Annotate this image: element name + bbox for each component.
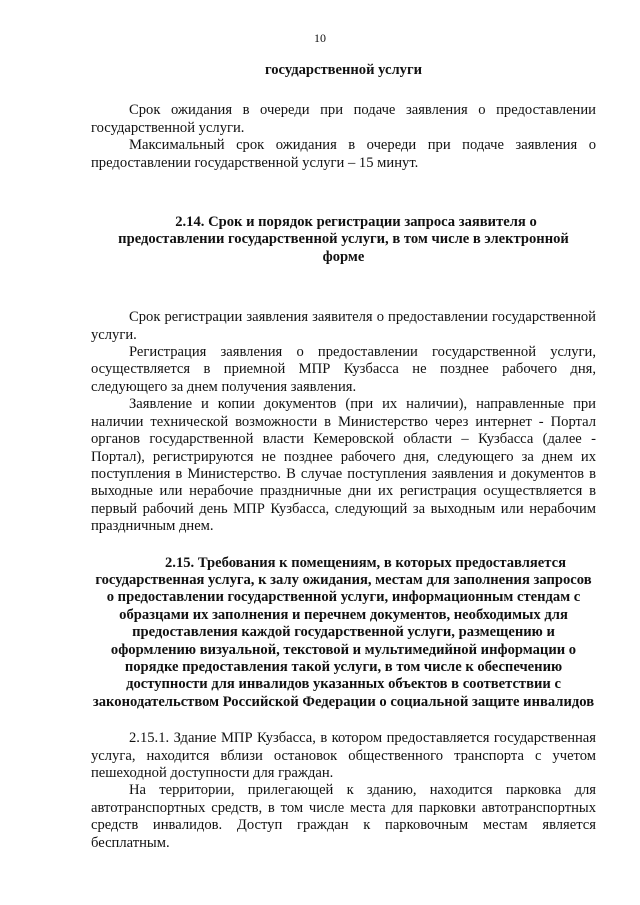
paragraph-queue-wait: Срок ожидания в очереди при подаче заявления о предоставлении государственной услуги.	[91, 102, 596, 136]
section-heading-2-15: 2.15. Требования к помещениям, в которых предоставляется государственная услуга, к залу ожидания, местам для заполнения запросов о предоставлении государственной услуги, информационным стендам с образцами их заполнения и перечнем документов, необходимых для предоставления каждой государственной услуги, размещению и оформлению визуальной, текстовой и мультимедийной информации о порядке предоставления такой услуги, в том числе к обеспечению доступности для инвалидов указанных объектов в соответствии с законодательством Российской Федерации о социальной защите инвалидов	[92, 554, 595, 710]
section-heading-2-14: 2.14. Срок и порядок регистрации запроса заявителя о предоставлении государственной услуги, в том числе в электронной форме	[118, 214, 569, 265]
paragraph-max-wait: Максимальный срок ожидания в очереди при подаче заявления о предоставлении государственной услуги – 15 минут.	[91, 137, 596, 171]
page-content	[91, 62, 596, 852]
page-number: 10	[314, 31, 326, 45]
paragraph-registration-term: Срок регистрации заявления заявителя о предоставлении государственной услуги.	[91, 309, 596, 343]
paragraph-registration-portal: Заявление и копии документов (при их наличии), направленные при наличии технической возможности в Министерство через интернет - Портал органов государственной власти Кемеровской области – Кузбасса (далее - Портал), регистрируются не позднее рабочего дня, следующего за днем их поступления в Министерство. В случае поступления заявления и документов в выходные или нерабочие праздничные дни их регистрация осуществляется в первый рабочий день МПР Кузбасса, следующий за выходным или нерабочим праздничным днем.	[91, 396, 596, 535]
paragraph-parking: На территории, прилегающей к зданию, находится парковка для автотранспортных средств, в том числе места для парковки автотранспортных средств инвалидов. Доступ граждан к парковочным местам является бесплатным.	[91, 782, 596, 851]
paragraph-registration-reception: Регистрация заявления о предоставлении государственной услуги, осуществляется в приемной МПР Кузбасса не позднее рабочего дня, следующего за днем получения заявления.	[91, 344, 596, 395]
paragraph-building-location: 2.15.1. Здание МПР Кузбасса, в котором предоставляется государственная услуга, находится вблизи остановок общественного транспорта с учетом пешеходной доступности для граждан.	[91, 730, 596, 781]
continued-heading: государственной услуги	[264, 62, 423, 78]
